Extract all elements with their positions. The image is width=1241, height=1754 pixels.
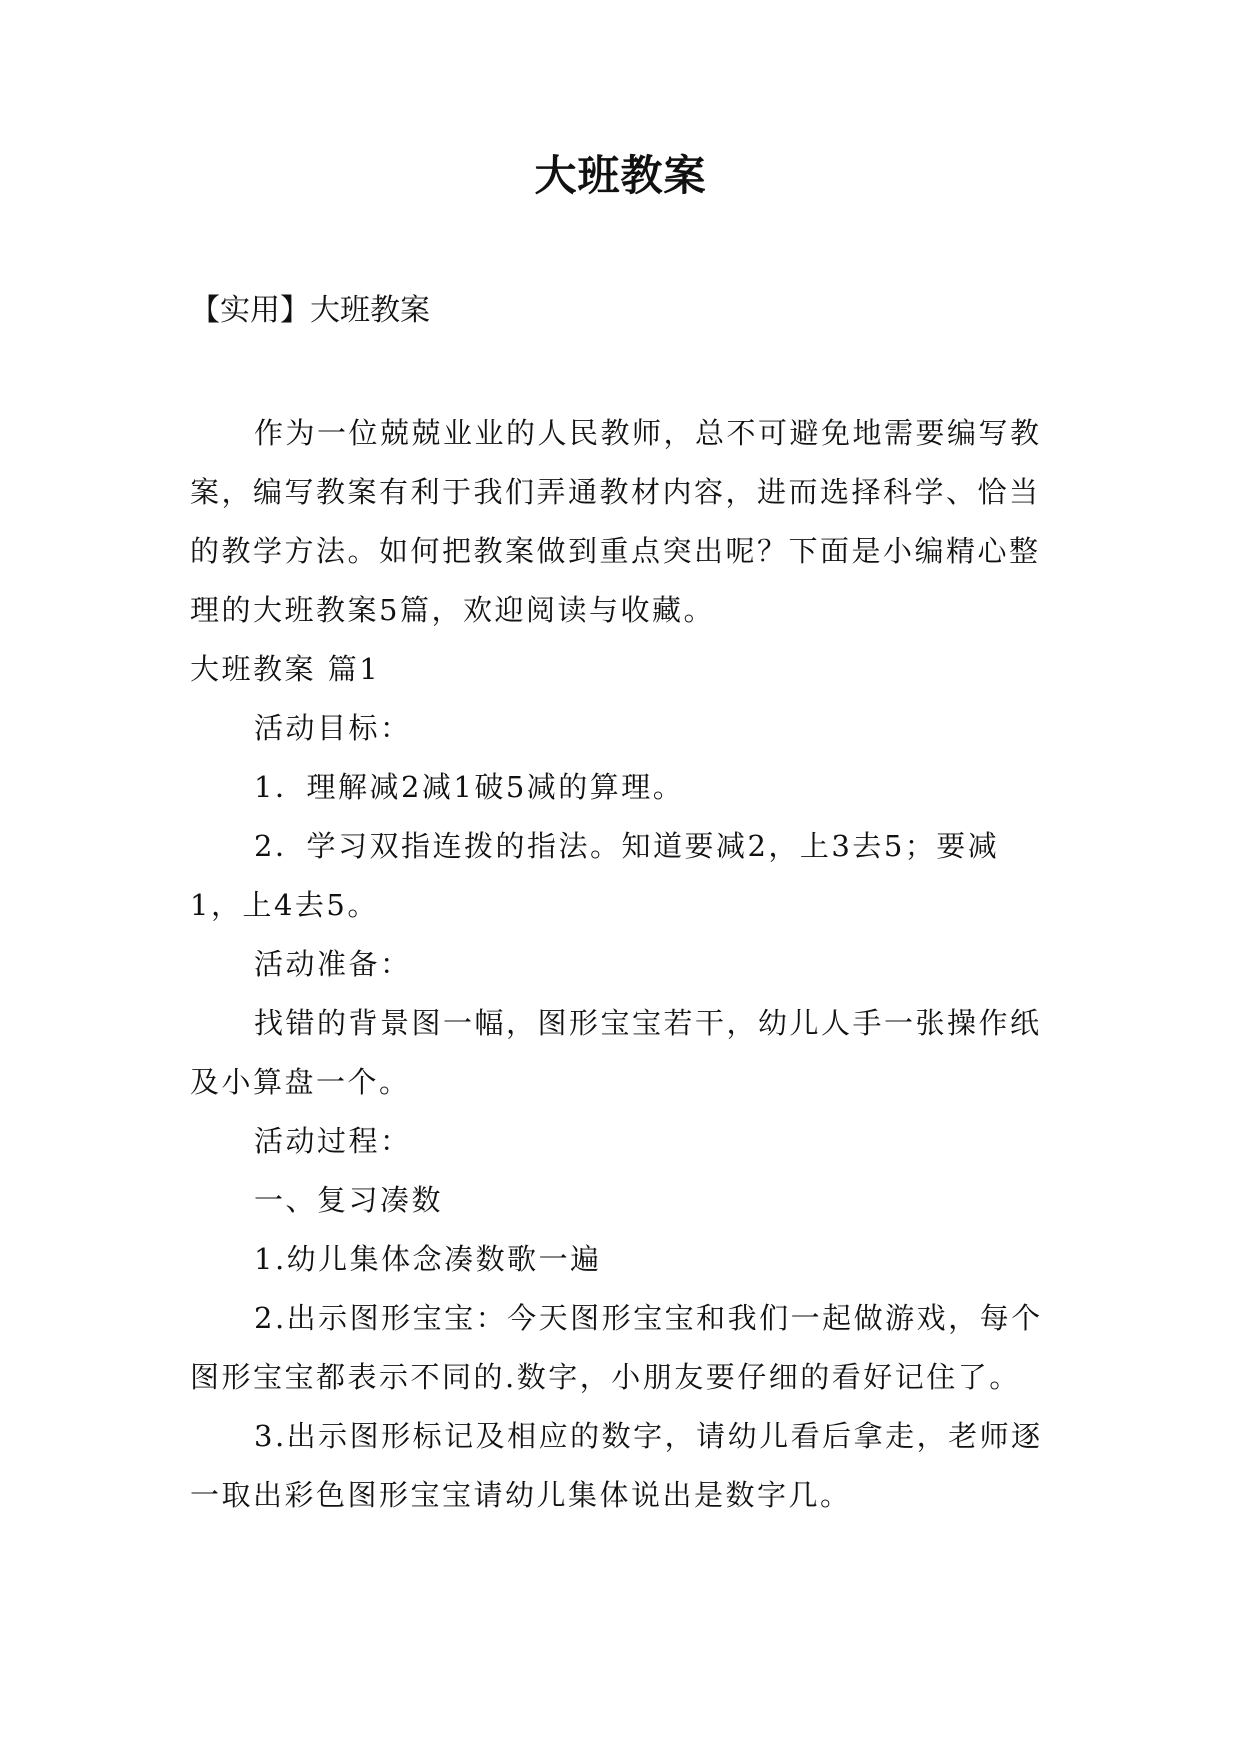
step-heading: 一、复习凑数 — [254, 1183, 444, 1217]
prep-paragraph: 找错的背景图一幅，图形宝宝若干，幼儿人手一张操作纸及小算盘一个。 — [190, 1006, 1042, 1099]
goal-item-2: 2．学习双指连拨的指法。知道要减2，上3去5；要减1，上4去5。 — [190, 829, 1000, 922]
page-title: 大班教案 — [534, 151, 707, 200]
section-heading: 大班教案 篇1 — [190, 652, 381, 686]
intro-paragraph: 作为一位兢兢业业的人民教师，总不可避免地需要编写教案，编写教案有利于我们弄通教材内容，进而选择科学、恰当的教学方法。如何把教案做到重点突出呢？下面是小编精心整理的大班教案5篇，欢迎阅读与收藏。 — [190, 416, 1042, 627]
step-item-3: 3.出示图形标记及相应的数字，请幼儿看后拿走，老师逐一取出彩色图形宝宝请幼儿集体说出是数字几。 — [190, 1419, 1043, 1512]
process-heading: 活动过程： — [254, 1124, 412, 1158]
document-body — [190, 404, 1050, 1525]
goal-item-1: 1．理解减2减1破5减的算理。 — [254, 770, 685, 804]
prep-heading: 活动准备： — [254, 947, 412, 981]
step-item-2: 2.出示图形宝宝：今天图形宝宝和我们一起做游戏，每个图形宝宝都表示不同的.数字，小朋友要仔细的看好记住了。 — [190, 1301, 1043, 1394]
step-item-1: 1.幼儿集体念凑数歌一遍 — [254, 1242, 602, 1276]
document-subtitle: 【实用】大班教案 — [190, 293, 430, 328]
goals-heading: 活动目标： — [254, 711, 412, 745]
